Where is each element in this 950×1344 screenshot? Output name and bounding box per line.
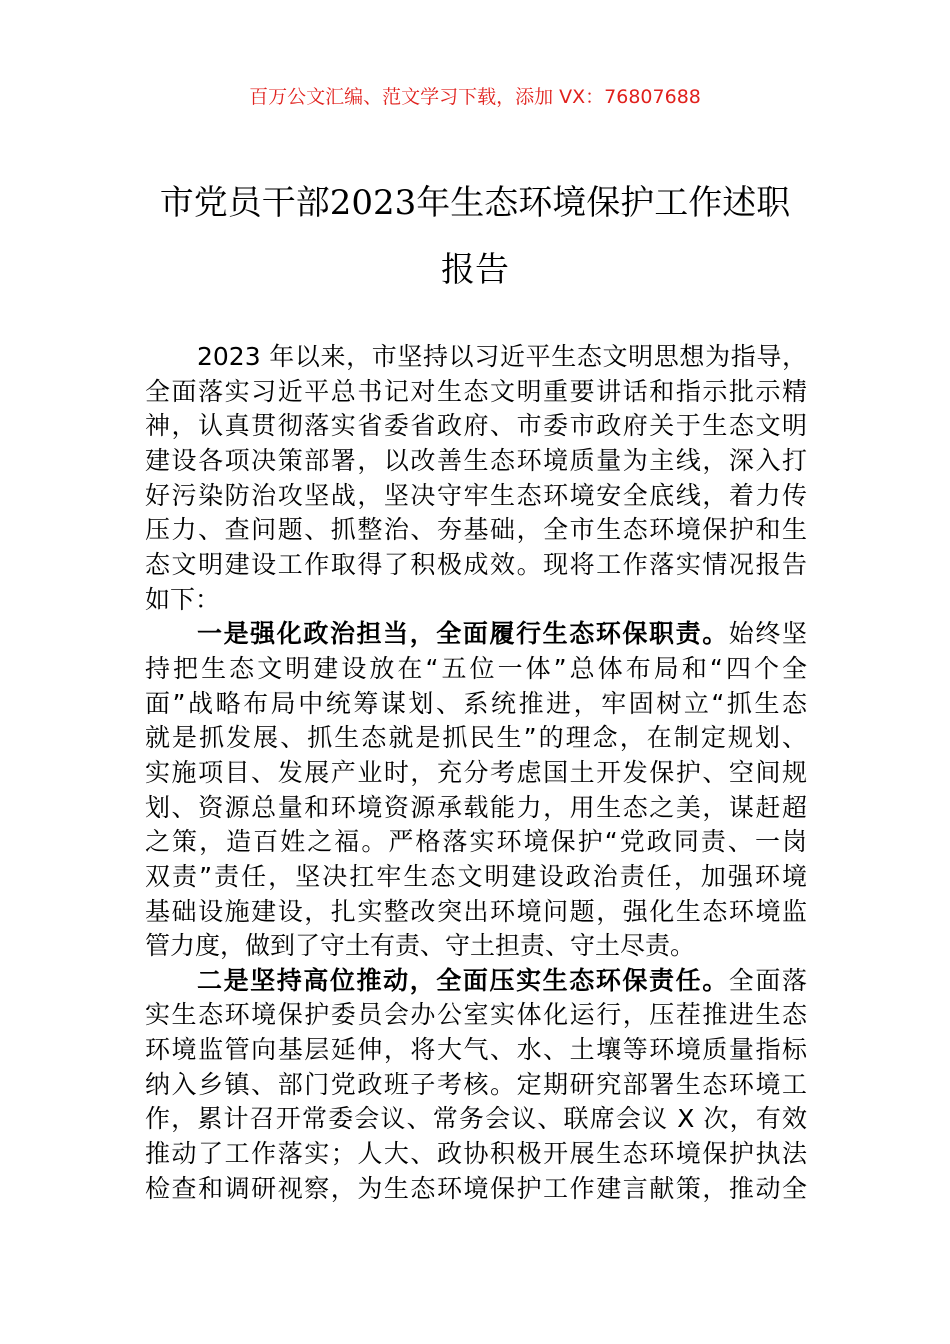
paragraph-2-line: 双责”责任，坚决扛牢生态文明建设政治责任，加强环境 [145, 861, 807, 891]
document-title-line-2: 报告 [441, 250, 509, 290]
paragraph-2-line: 持把生态文明建设放在“五位一体”总体布局和“四个全 [145, 653, 807, 683]
paragraph-1-line: 如下： [145, 584, 221, 614]
paragraph-2-line: 面”战略布局中统筹谋划、系统推进，牢固树立“抓生态 [145, 688, 807, 718]
paragraph-1-line: 好污染防治攻坚战，坚决守牢生态环境安全底线，着力传 [145, 480, 807, 510]
paragraph-2-line: 划、资源总量和环境资源承载能力，用生态之美，谋赶超 [145, 792, 807, 822]
paragraph-3-line: 全面落 [728, 965, 807, 995]
paragraph-2-line: 就是抓发展、抓生态就是抓民生”的理念，在制定规划、 [145, 723, 807, 753]
paragraph-3-line: 推动了工作落实；人大、政协积极开展生态环境保护执法 [145, 1139, 807, 1169]
paragraph-3-first-line [145, 964, 807, 999]
document-body [145, 340, 807, 1206]
paragraph-1-line: 态文明建设工作取得了积极成效。现将工作落实情况报告 [145, 549, 807, 579]
paragraph-3-heading: 二是坚持高位推动，全面压实生态环保责任。 [197, 965, 729, 995]
paragraph-2-line: 基础设施建设，扎实整改突出环境问题，强化生态环境监 [145, 896, 807, 926]
paragraph-2-heading: 一是强化政治担当，全面履行生态环保职责。 [197, 619, 729, 649]
paragraph-1-line: 全面落实习近平总书记对生态文明重要讲话和指示批示精 [145, 376, 807, 406]
paragraph-1-line: 压力、查问题、抓整治、夯基础，全市生态环境保护和生 [145, 515, 807, 545]
paragraph-2-line: 实施项目、发展产业时，充分考虑国土开发保护、空间规 [145, 757, 807, 787]
watermark-header: 百万公文汇编、范文学习下载，添加 VX：76807688 [249, 86, 701, 108]
paragraph-3-line: 纳入乡镇、部门党政班子考核。定期研究部署生态环境工 [145, 1069, 807, 1099]
document-title-line-1: 市党员干部2023年生态环境保护工作述职 [159, 183, 791, 223]
paragraph-3-line: 实生态环境保护委员会办公室实体化运行，压茬推进生态 [145, 1000, 807, 1030]
paragraph-2-line: 管力度，做到了守土有责、守土担责、守土尽责。 [145, 931, 696, 961]
paragraph-1-line: 2023 年以来，市坚持以习近平生态文明思想为指导， [197, 342, 807, 371]
paragraph-2-line: 之策，造百姓之福。严格落实环境保护“党政同责、一岗 [145, 827, 807, 857]
paragraph-1-line: 建设各项决策部署，以改善生态环境质量为主线，深入打 [145, 445, 807, 475]
paragraph-2-first-line [145, 617, 807, 652]
paragraph-3-line: 作，累计召开常委会议、常务会议、联席会议 X 次，有效 [145, 1104, 807, 1134]
paragraph-3-line: 检查和调研视察，为生态环境保护工作建言献策，推动全 [145, 1173, 807, 1203]
paragraph-2-line: 始终坚 [728, 619, 807, 649]
paragraph-1-line: 神，认真贯彻落实省委省政府、市委市政府关于生态文明 [145, 411, 807, 441]
paragraph-3-line: 环境监管向基层延伸，将大气、水、土壤等环境质量指标 [145, 1035, 807, 1065]
